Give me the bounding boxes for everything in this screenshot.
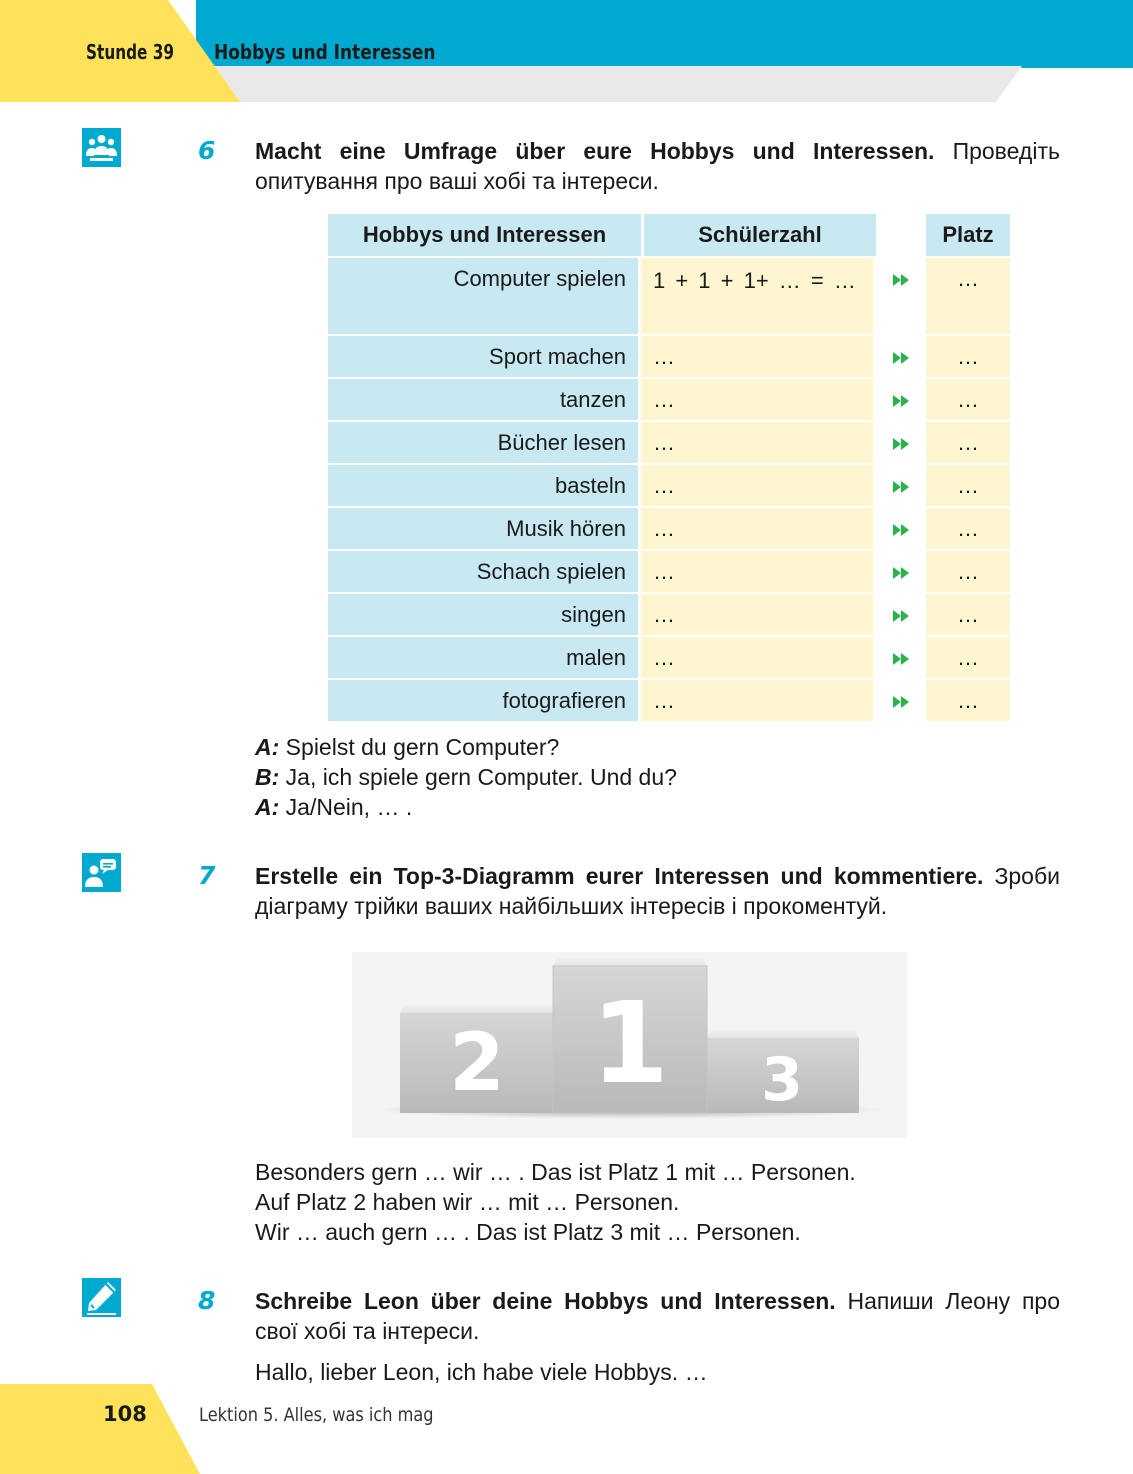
place-cell: … bbox=[926, 420, 1010, 463]
task6-instruction bbox=[255, 136, 1060, 196]
hobby-cell: Schach spielen bbox=[328, 549, 641, 592]
header-gray-band bbox=[196, 66, 1022, 102]
fast-forward-icon bbox=[891, 350, 911, 366]
hobby-cell: Computer spielen bbox=[328, 256, 641, 334]
speech-person-icon bbox=[82, 853, 121, 892]
hobby-cell: fotografieren bbox=[328, 678, 641, 721]
student-count-cell: … bbox=[641, 463, 876, 506]
group-icon bbox=[82, 128, 121, 167]
dialog-line: A: Spielst du gern Computer? bbox=[255, 734, 560, 760]
place-cell: … bbox=[926, 256, 1010, 334]
student-count-cell: … bbox=[641, 635, 876, 678]
arrow-cell bbox=[876, 256, 926, 334]
podium-second-label: 2 bbox=[449, 1016, 505, 1109]
task8-title-translation: Напиши Леону про свої хобі та інтереси. bbox=[255, 1288, 1060, 1344]
table-row bbox=[328, 420, 1010, 463]
arrow-cell bbox=[876, 463, 926, 506]
dialog-speaker: B bbox=[255, 764, 272, 790]
table-row bbox=[328, 506, 1010, 549]
task8-instruction bbox=[255, 1286, 1060, 1346]
task7-title-translation: Зроби діаграму трійки ваших найбільших інтересів і прокоментуй. bbox=[255, 863, 1060, 919]
student-count-cell: … bbox=[641, 506, 876, 549]
place-cell: … bbox=[926, 506, 1010, 549]
hobby-cell: singen bbox=[328, 592, 641, 635]
task7-title-bold: Erstelle ein Top-3-Diagramm eurer Interessen und kommentiere. bbox=[255, 863, 984, 889]
comment-line: Wir … auch gern … . Das ist Platz 3 mit … Personen. bbox=[255, 1219, 801, 1245]
fast-forward-icon bbox=[891, 393, 911, 409]
dialog-text: Ja/Nein, … . bbox=[279, 794, 413, 820]
arrow-cell bbox=[876, 506, 926, 549]
student-count-cell: … bbox=[641, 334, 876, 377]
dialog-speaker: A bbox=[255, 734, 272, 760]
table-row bbox=[328, 549, 1010, 592]
survey-table bbox=[328, 214, 1010, 721]
table-row bbox=[328, 592, 1010, 635]
fast-forward-icon bbox=[891, 565, 911, 581]
arrow-cell bbox=[876, 635, 926, 678]
task8-letter-start: Hallo, lieber Leon, ich habe viele Hobbys. … bbox=[255, 1359, 708, 1385]
place-cell: … bbox=[926, 592, 1010, 635]
task7-instruction bbox=[255, 861, 1060, 921]
dialog-line: B: Ja, ich spiele gern Computer. Und du? bbox=[255, 764, 677, 790]
task8-title-bold: Schreibe Leon über deine Hobbys und Interessen. bbox=[255, 1288, 836, 1314]
student-count-cell: … bbox=[641, 420, 876, 463]
arrow-cell bbox=[876, 592, 926, 635]
comment-line: Besonders gern … wir … . Das ist Platz 1 mit … Personen. bbox=[255, 1159, 856, 1185]
table-row bbox=[328, 463, 1010, 506]
student-count-cell: … bbox=[641, 592, 876, 635]
task6-title-translation: Проведіть опитування про ваші хобі та інтереси. bbox=[255, 138, 1060, 194]
dialog-example bbox=[255, 732, 677, 822]
arrow-cell bbox=[876, 334, 926, 377]
arrow-cell bbox=[876, 678, 926, 721]
task-number: 7 bbox=[198, 861, 216, 890]
task7-comment-template bbox=[255, 1157, 856, 1247]
fast-forward-icon bbox=[891, 522, 911, 538]
page-title: Hobbys und Interessen bbox=[214, 40, 436, 64]
task6-title-bold: Macht eine Umfrage über eure Hobbys und Interessen. bbox=[255, 138, 935, 164]
header-spacer bbox=[876, 214, 926, 256]
student-count-cell: … bbox=[641, 549, 876, 592]
lesson-number: Stunde 39 bbox=[86, 40, 175, 64]
table-row bbox=[328, 377, 1010, 420]
place-cell: … bbox=[926, 549, 1010, 592]
header-place: Platz bbox=[926, 214, 1010, 256]
hobby-cell: malen bbox=[328, 635, 641, 678]
fast-forward-icon bbox=[891, 651, 911, 667]
place-cell: … bbox=[926, 377, 1010, 420]
arrow-cell bbox=[876, 377, 926, 420]
footer-lesson-title: Lektion 5. Alles, was ich mag bbox=[199, 1404, 434, 1426]
dialog-line: A: Ja/Nein, … . bbox=[255, 794, 413, 820]
pencil-icon bbox=[82, 1278, 121, 1317]
dialog-speaker: A bbox=[255, 794, 272, 820]
header-hobbies: Hobbys und Interessen bbox=[328, 214, 641, 256]
fast-forward-icon bbox=[891, 436, 911, 452]
hobby-cell: Sport machen bbox=[328, 334, 641, 377]
dialog-text: Spielst du gern Computer? bbox=[279, 734, 560, 760]
podium-image bbox=[352, 952, 907, 1138]
fast-forward-icon bbox=[891, 694, 911, 710]
podium-third-top bbox=[706, 1030, 859, 1038]
table-row bbox=[328, 678, 1010, 721]
hobby-cell: Musik hören bbox=[328, 506, 641, 549]
place-cell: … bbox=[926, 334, 1010, 377]
footer-yellow-band bbox=[0, 1384, 200, 1474]
header-student-count: Schülerzahl bbox=[641, 214, 876, 256]
hobby-cell: tanzen bbox=[328, 377, 641, 420]
dialog-text: Ja, ich spiele gern Computer. Und du? bbox=[279, 764, 677, 790]
table-row bbox=[328, 256, 1010, 334]
fast-forward-icon bbox=[891, 608, 911, 624]
fast-forward-icon bbox=[891, 479, 911, 495]
task-number: 8 bbox=[198, 1286, 216, 1315]
page-number: 108 bbox=[103, 1402, 147, 1426]
student-count-cell: … bbox=[641, 678, 876, 721]
comment-line: Auf Platz 2 haben wir … mit … Personen. bbox=[255, 1189, 680, 1215]
hobby-cell: basteln bbox=[328, 463, 641, 506]
table-row bbox=[328, 635, 1010, 678]
arrow-cell bbox=[876, 420, 926, 463]
fast-forward-icon bbox=[891, 272, 911, 288]
student-count-cell: … bbox=[641, 377, 876, 420]
podium-first-label: 1 bbox=[591, 979, 669, 1109]
arrow-cell bbox=[876, 549, 926, 592]
podium-third-label: 3 bbox=[761, 1045, 803, 1115]
place-cell: … bbox=[926, 678, 1010, 721]
student-count-cell: 1 + 1 + 1+ … = … bbox=[641, 256, 876, 334]
table-row bbox=[328, 334, 1010, 377]
hobby-cell: Bücher lesen bbox=[328, 420, 641, 463]
place-cell: … bbox=[926, 463, 1010, 506]
place-cell: … bbox=[926, 635, 1010, 678]
podium-first-top bbox=[553, 958, 707, 966]
podium-second-top bbox=[400, 1005, 555, 1013]
task-number: 6 bbox=[198, 136, 216, 165]
